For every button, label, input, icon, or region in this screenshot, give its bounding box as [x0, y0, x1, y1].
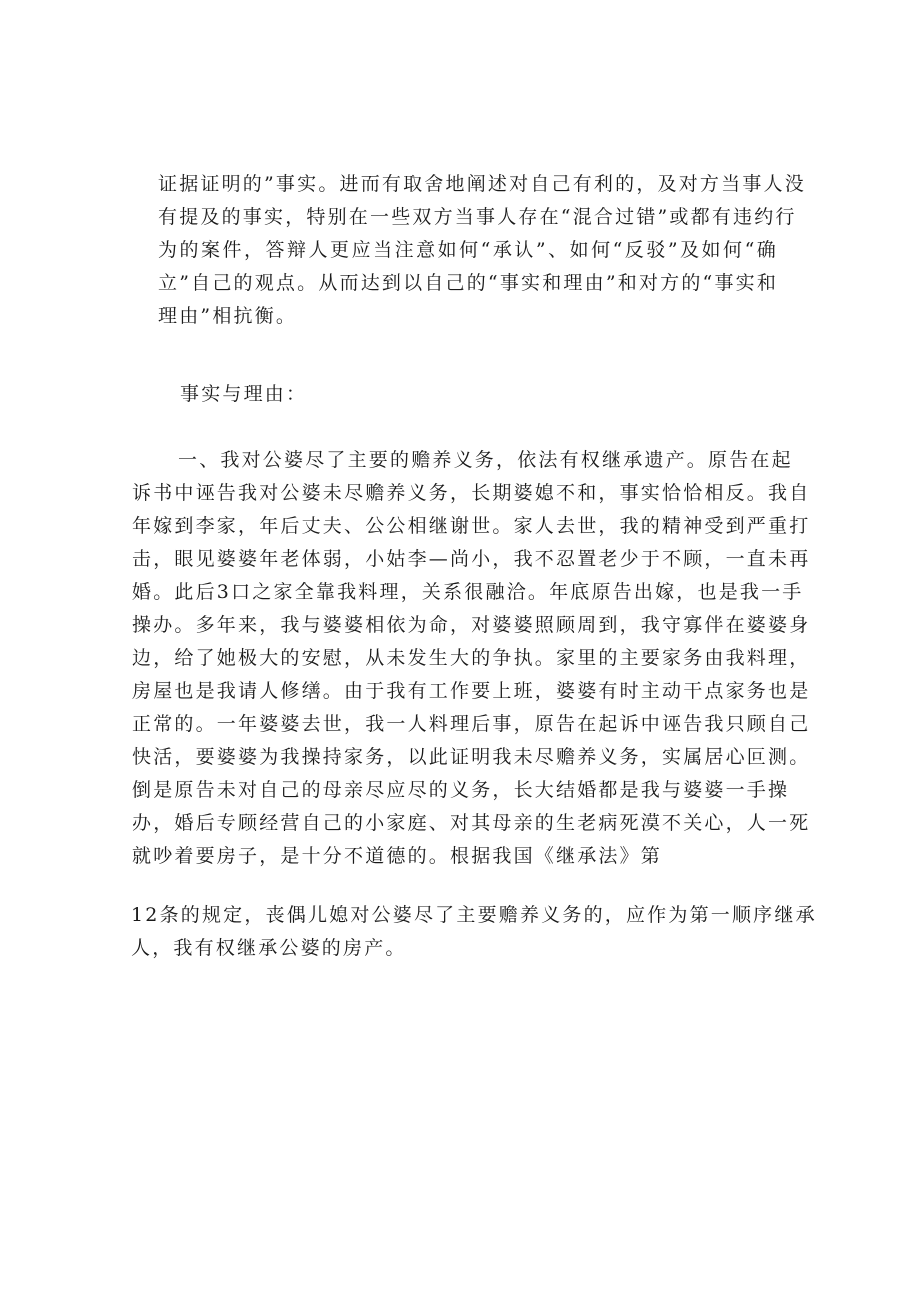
section-heading: 事实与理由：: [180, 383, 308, 405]
paragraph-line: 一、我对公婆尽了主要的赡养义务，依法有权继承遗产。原告在起: [178, 449, 793, 471]
paragraph-line: 理由”相抗衡。: [158, 305, 298, 327]
paragraph-line: 快活，要婆婆为我操持家务，以此证明我未尽赡养义务，实属居心叵测。: [132, 746, 811, 768]
paragraph-line: 诉书中诬告我对公婆未尽赡养义务，长期婆媳不和，事实恰恰相反。我自: [132, 482, 811, 504]
paragraph-line: 办，婚后专顾经营自己的小家庭、对其母亲的生老病死漠不关心，人一死: [132, 812, 811, 834]
paragraph-line: 12条的规定，丧偶儿媳对公婆尽了主要赡养义务的，应作为第一顺序继承: [131, 904, 817, 926]
paragraph-line: 倒是原告未对自己的母亲尽应尽的义务，长大结婚都是我与婆婆一手操: [132, 779, 790, 801]
paragraph-line: 有提及的事实，特别在一些双方当事人存在“混合过错”或都有违约行: [158, 206, 797, 228]
paragraph-line: 证据证明的”事实。进而有取舍地阐述对自己有利的，及对方当事人没: [158, 173, 806, 195]
paragraph-line: 立”自己的观点。从而达到以自己的“事实和理由”和对方的“事实和: [158, 272, 779, 294]
paragraph-line: 人，我有权继承公婆的房产。: [131, 937, 407, 959]
paragraph-line: 年嫁到李家，年后丈夫、公公相继谢世。家人去世，我的精神受到严重打: [132, 515, 811, 537]
paragraph-line: 就吵着要房子，是十分不道德的。根据我国《继承法》第: [132, 845, 663, 867]
paragraph-line: 边，给了她极大的安慰，从未发生大的争执。家里的主要家务由我料理，: [132, 647, 811, 669]
paragraph-line: 房屋也是我请人修缮。由于我有工作要上班，婆婆有时主动干点家务也是: [132, 680, 811, 702]
paragraph-line: 正常的。一年婆婆去世，我一人料理后事，原告在起诉中诬告我只顾自己: [132, 713, 811, 735]
paragraph-line: 击，眼见婆婆年老体弱，小姑李—尚小，我不忍置老少于不顾，一直未再: [132, 548, 811, 570]
paragraph-line: 为的案件，答辩人更应当注意如何“承认”、如何“反驳”及如何“确: [158, 239, 778, 261]
paragraph-line: 操办。多年来，我与婆婆相依为命，对婆婆照顾周到，我守寡伴在婆婆身: [132, 614, 811, 636]
paragraph-line: 婚。此后3口之家全靠我料理，关系很融洽。年底原告出嫁，也是我一手: [132, 581, 804, 603]
